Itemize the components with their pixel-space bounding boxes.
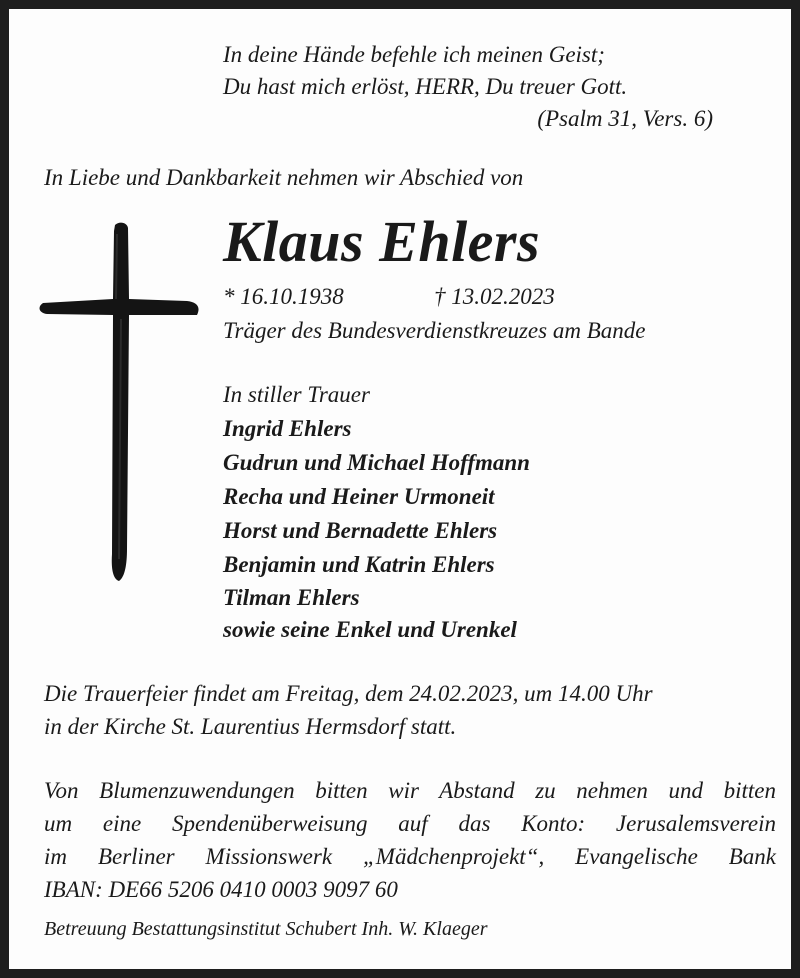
undertaker-text: Betreuung Bestattungsinstitut Schubert Inh. W. Klaeger	[44, 918, 488, 940]
birth-date: * 16.10.1938	[223, 284, 344, 309]
donation-iban: IBAN: DE66 5206 0410 0003 9097 60	[44, 877, 398, 902]
honor-text: Träger des Bundesverdienstkreuzes am Bande	[223, 318, 646, 343]
mourner-name: Ingrid Ehlers	[223, 416, 352, 441]
psalm-citation: (Psalm 31, Vers. 6)	[537, 106, 713, 131]
mourning-heading: In stiller Trauer	[223, 382, 370, 407]
mourner-name: Recha und Heiner Urmoneit	[223, 484, 495, 509]
mourner-name: Horst und Bernadette Ehlers	[223, 518, 498, 543]
mourner-name: Gudrun und Michael Hoffmann	[223, 450, 530, 475]
mourner-name: Tilman Ehlers	[223, 585, 360, 610]
mourner-name: Benjamin und Katrin Ehlers	[223, 552, 495, 577]
cross-icon	[37, 219, 207, 589]
funeral-line-1: Die Trauerfeier findet am Freitag, dem 24.02.2023, um 14.00 Uhr	[44, 681, 653, 706]
donation-line-2: um eine Spendenüberweisung auf das Konto: Jerusalemsverein	[44, 811, 776, 836]
funeral-line-2: in der Kirche St. Laurentius Hermsdorf statt.	[44, 714, 457, 739]
intro-text: In Liebe und Dankbarkeit nehmen wir Abschied von	[44, 165, 524, 190]
donation-line-1: Von Blumenzuwendungen bitten wir Abstand zu nehmen und bitten	[44, 778, 776, 803]
mourner-name: sowie seine Enkel und Urenkel	[223, 617, 517, 642]
death-date: † 13.02.2023	[434, 284, 555, 309]
deceased-name: Klaus Ehlers	[223, 209, 541, 274]
psalm-line-1: In deine Hände befehle ich meinen Geist;	[223, 42, 605, 67]
psalm-line-2: Du hast mich erlöst, HERR, Du treuer Gott.	[223, 74, 628, 99]
donation-line-3: im Berliner Missionswerk „Mädchenprojekt“, Evangelische Bank	[44, 844, 776, 869]
